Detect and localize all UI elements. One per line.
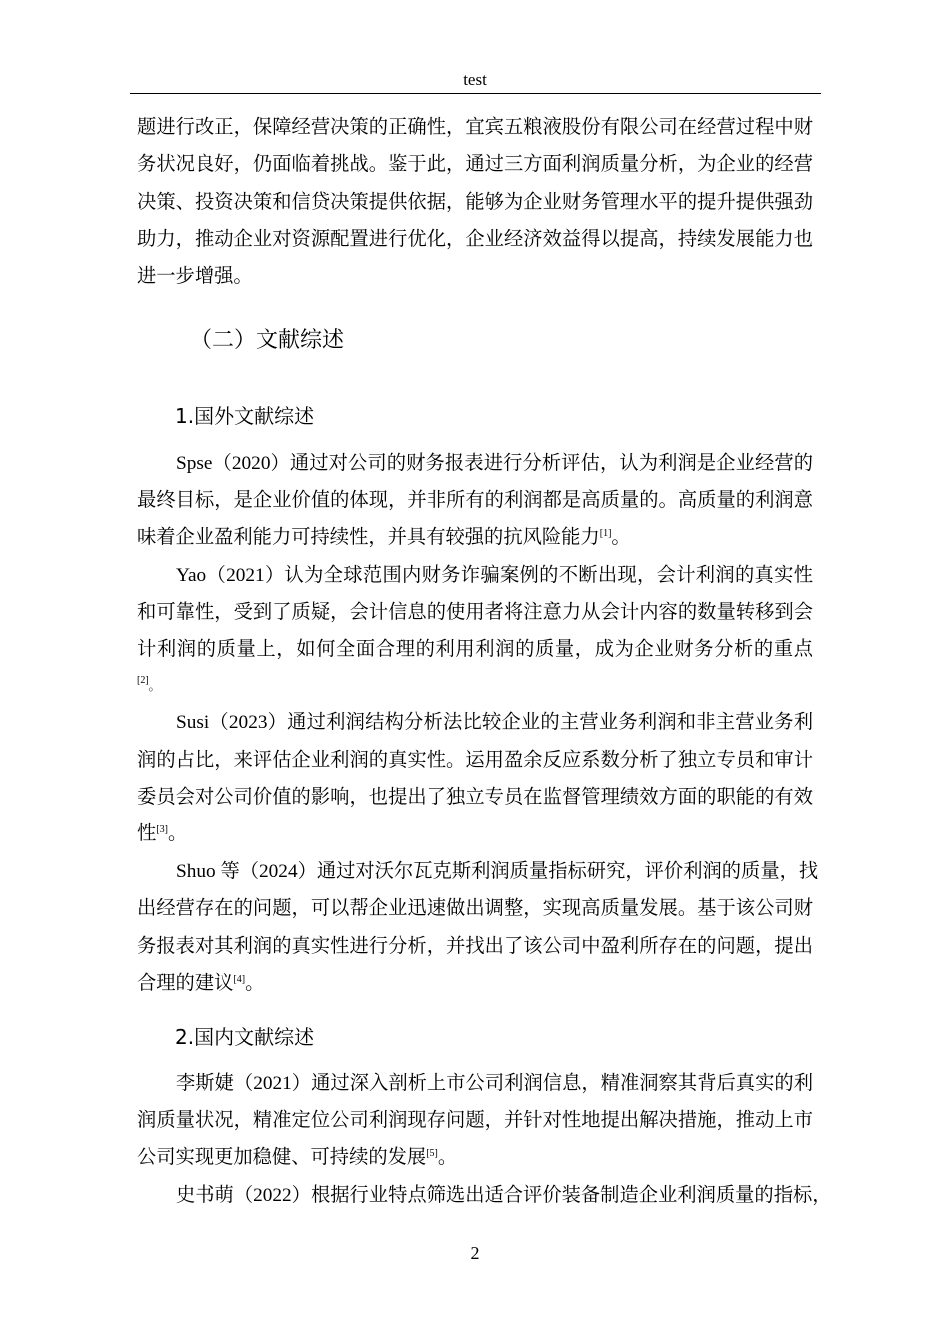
text: 。: [245, 973, 265, 994]
page-number: 2: [470, 1243, 480, 1263]
text: 。: [437, 1147, 458, 1168]
text-line: 题进行改正，保障经营决策的正确性，宜宾五粮液股份有限公司在经营过程中财: [137, 117, 813, 138]
text-line: 李斯婕（2021）通过深入剖析上市公司利润信息，精准洞察其背后真实的利: [176, 1073, 813, 1094]
running-header: test: [463, 70, 487, 89]
text-line: 最终目标，是企业价值的体现，并非所有的利润都是高质量的。高质量的利润意: [137, 490, 813, 511]
text-line: 史书萌（2022）根据行业特点筛选出适合评价装备制造企业利润质量的指标，: [176, 1185, 832, 1206]
text: 。: [148, 679, 161, 693]
citation-ref: [1]: [599, 528, 612, 539]
text-line: 出经营存在的问题，可以帮企业迅速做出调整，实现高质量发展。基于该公司财: [137, 898, 813, 919]
text: 性: [137, 823, 157, 844]
text-line: 决策、投资决策和信贷决策提供依据，能够为企业财务管理水平的提升提供强劲: [137, 192, 813, 213]
text-line: [137, 674, 813, 699]
text-line: Yao（2021）认为全球范围内财务诈骗案例的不断出现，会计利润的真实性: [176, 565, 813, 586]
text: 。: [167, 823, 188, 844]
citation-ref: [2]: [137, 675, 149, 686]
section-heading: （二）文献综述: [190, 328, 345, 353]
text-line: 务状况良好，仍面临着挑战。鉴于此，通过三方面利润质量分析，为企业的经营: [137, 154, 813, 175]
text-line: 计利润的质量上，如何全面合理的利用利润的质量，成为企业财务分析的重点: [137, 639, 813, 660]
text-line: [137, 1146, 813, 1170]
text-line: 和可靠性，受到了质疑，会计信息的使用者将注意力从会计内容的数量转移到会: [137, 602, 813, 623]
text-line: Shuo 等（2024）通过对沃尔瓦克斯利润质量指标研究，评价利润的质量，找: [176, 861, 819, 882]
text-line: 务报表对其利润的真实性进行分析，并找出了该公司中盈利所存在的问题，提出: [137, 936, 813, 957]
citation-ref: [5]: [426, 1148, 438, 1159]
text-line: 助力，推动企业对资源配置进行优化，企业经济效益得以提高，持续发展能力也: [137, 229, 813, 250]
header-rule: [130, 93, 821, 94]
text-line: 润质量状况，精准定位公司利润现存问题，并针对性地提出解决措施，推动上市: [137, 1110, 813, 1131]
citation-ref: [4]: [233, 974, 246, 985]
text-line: [137, 526, 813, 550]
text-line: [137, 822, 813, 846]
subsection-heading-foreign: 1.国外文献综述: [175, 404, 315, 428]
text: 合理的建议: [137, 973, 234, 994]
citation-ref: [3]: [156, 824, 168, 835]
text-line: Spse（2020）通过对公司的财务报表进行分析评估，认为利润是企业经营的: [176, 453, 813, 474]
text-line: 进一步增强。: [137, 266, 253, 287]
text-line: 委员会对公司价值的影响，也提出了独立专员在监督管理绩效方面的职能的有效: [137, 787, 813, 808]
text: 。: [611, 527, 631, 548]
text: 公司实现更加稳健、可持续的发展: [137, 1147, 427, 1168]
text-line: Susi（2023）通过利润结构分析法比较企业的主营业务利润和非主营业务利: [176, 712, 813, 733]
text-line: [137, 972, 813, 996]
text: 味着企业盈利能力可持续性，并具有较强的抗风险能力: [137, 527, 600, 548]
text-line: 润的占比，来评估企业利润的真实性。运用盈余反应系数分析了独立专员和审计: [137, 750, 813, 771]
subsection-heading-domestic: 2.国内文献综述: [175, 1025, 315, 1049]
